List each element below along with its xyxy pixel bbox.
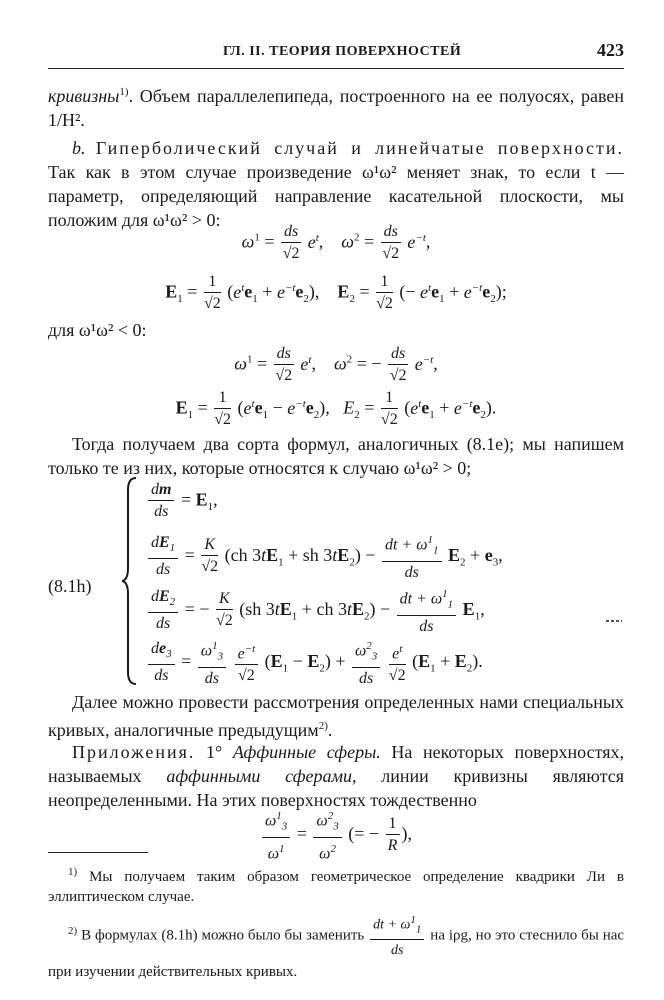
formula-omega-negative: $\omega^1$ = $\frac{ds}{√2}$ $e^t$, $\omega^2$ = − $\frac{ds}{√2}$ $e^{-t}$,	[234, 345, 438, 384]
paragraph-special-curves: Далее можно провести рассмотрения определенных нами специальных кривых, аналогичные предыдущим$^{2)}$.	[48, 692, 624, 740]
formula-frame-negative: $E_1$ = $\frac{1}{√2}$ $(e^te_1 - e^{-t}e_2)$, $E_2$ = $\frac{1}{√2}$ $(e^te_1 + e^{-t}e_2)$.	[175, 389, 497, 428]
paragraph-curvature-volume	[48, 80, 624, 132]
system-eq-dm: $\frac{dm}{ds}$ = $E_1$,	[146, 480, 218, 523]
page-header	[48, 40, 624, 66]
paragraph-two-sorts	[48, 432, 624, 480]
system-eq-dE1: $\frac{dE_1}{ds}$ = $\frac{K}{√2}$ (ch $3tE_1$ + sh $3tE_2$) − $\frac{dt + \omega^1_1}{ds}$ $E_2 + e_3$,	[146, 530, 503, 584]
case-negative-label: для ω¹ω² < 0:	[48, 320, 147, 340]
footnote-ref-1: 1)	[119, 86, 129, 98]
paragraph-text: . Объем параллелепипеда, построенного на ее полуосях, равен 1/H².	[48, 86, 624, 130]
affine-spheres-term: аффинными сферами,	[166, 766, 357, 786]
paragraph-text: Далее можно провести рассмотрения определенных нами специальных кривых, аналогичные предыдущим	[48, 692, 624, 740]
page-number: 423	[597, 40, 624, 60]
paragraph-text: Так как в этом случае произведение ω¹ω² меняет знак, то если t — параметр, определяющий направление касательной плоскости, мы положим для ω¹ω² > 0:	[48, 162, 624, 230]
footnote-ref-2: 2)	[318, 720, 328, 732]
case-heading: Гиперболический случай и линейчатые поверхности.	[95, 138, 625, 158]
footnote-2: $^{2)}$ В формулах (8.1h) можно было бы заменить $\frac{dt + \omega^1_1}{ds}$ на iρg, но это стеснило бы нас при изучении действительных кривых.	[48, 910, 624, 982]
applications-heading: Приложения.	[72, 742, 196, 762]
paragraph-text: Тогда получаем два сорта формул, аналогичных (8.1e); мы напишем только те из них, которые относятся к случаю ω¹ω² > 0;	[48, 434, 624, 478]
italic-lead-word: кривизны	[48, 86, 120, 106]
item-number: 1°	[206, 742, 223, 762]
formula-omega-positive: $\omega^1$ = $\frac{ds}{√2}$ $e^t$, $\omega^2$ = $\frac{ds}{√2}$ $e^{-t}$,	[241, 223, 431, 262]
case-label: b.	[72, 138, 86, 158]
equation-number: (8.1h)	[48, 576, 92, 596]
running-title: ГЛ. II. ТЕОРИЯ ПОВЕРХНОСТЕЙ	[223, 44, 462, 59]
footnote-1: $^{1)}$ Мы получаем таким образом геометрическое определение квадрики Ли в эллиптическом случае.	[48, 866, 624, 905]
system-eq-de3: $\frac{de_3}{ds}$ = $\frac{\omega^1_3}{ds}$ $\frac{e^{-t}}{√2}$ $(E_1 - E_2)$ + $\frac{\omega^2_3}{ds}$ $\frac{e^t}{√2}$ $(E_1 + E_2)$.	[146, 636, 483, 690]
header-rule	[48, 68, 624, 69]
formula-frame-positive: $E_1$ = $\frac{1}{√2}$ $(e^te_1 + e^{-t}e_2)$, $E_2$ = $\frac{1}{√2}$ (− $e^te_1 + e^{-t}e_2$);	[165, 273, 507, 312]
margin-mark	[606, 619, 622, 623]
left-brace	[122, 476, 138, 686]
formula-affine-sphere: $\frac{\omega^1_3}{\omega^1}$ = $\frac{\omega^2_3}{\omega^2}$ (= − $\frac{1}{R}$ ),	[48, 806, 624, 865]
affine-spheres-title: Аффинные сферы.	[232, 742, 381, 762]
system-eq-dE2: $\frac{dE_2}{ds}$ = − $\frac{K}{√2}$ (sh $3tE_1$ + ch $3tE_2$) − $\frac{dt + \omega^1_1}{ds}$ $E_1$,	[146, 584, 485, 638]
paragraph-hyperbolic-case	[48, 136, 624, 232]
paragraph-applications: Приложения. 1° Аффинные сферы. На некоторых поверхностях, называемых аффинными сферами, линии кривизны являются неопределенными. На этих поверхностях тождественно	[48, 742, 625, 810]
footnote-rule	[48, 852, 148, 853]
